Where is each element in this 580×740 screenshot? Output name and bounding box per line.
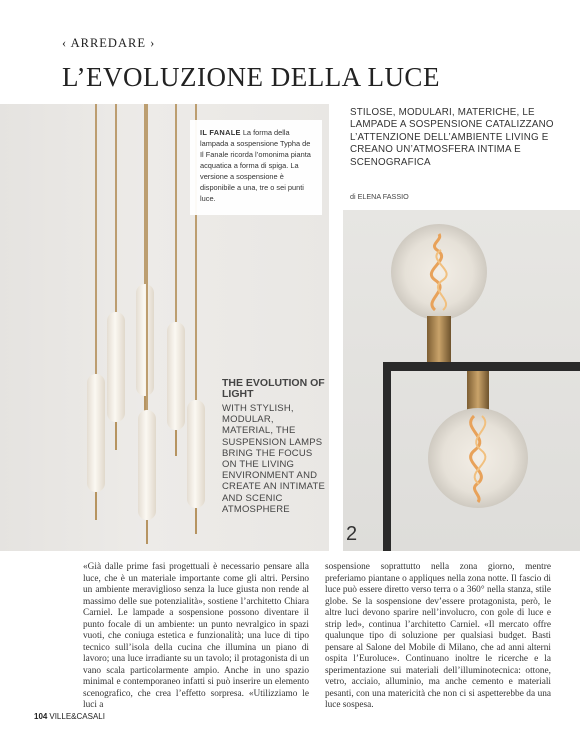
section-tag: ‹ ARREDARE › — [62, 36, 156, 50]
lower-bulb — [428, 371, 528, 508]
pendant-1 — [87, 104, 105, 520]
caption-brand-label: IL FANALE — [200, 128, 241, 137]
globe-bulb-illustration — [343, 210, 580, 551]
pendant-5 — [167, 104, 185, 456]
figure-number: 2 — [346, 523, 358, 545]
photo-caption-il-fanale — [200, 127, 316, 204]
body-column-2: sospensione soprattutto nella zona giorno, mentre preferiamo piantane o appliques nella zona notte. Il fascio di luce può essere diretto verso terra o a 360° nella stanza, stile globe. Se la sospensione dev’essere protagonista, però, le altre luci devono sparire nell’involucro, con gole di luce e strip led», continua l’architetto Carniel. «Il mercato offre qualunque tipo di soluzione per qualsiasi budget. Basti pensare al Salone del Mobile di Milano, che ad anni alterni ospita l’Euroluce». Continuano inoltre le ricerche e la sperimentazione sui materiali dell’illuminotecnica: ottone, vetro, acciaio, alluminio, ma anche cemento e materiali pesanti, con una matericità che non ci si aspetterebbe da una luce sospesa. — [325, 562, 551, 710]
magazine-name: VILLE&CASALI — [49, 712, 105, 721]
pendant-3 — [136, 104, 154, 428]
page-title: L’EVOLUZIONE DELLA LUCE — [62, 62, 440, 92]
page-folio — [34, 712, 105, 721]
english-summary: WITH STYLISH, MODULAR, MATERIAL, THE SUSPENSION LAMPS BRING THE FOCUS ON THE LIVING ENVIRONMENT AND CREATE AN INTIMATE AND SCENIC ATMOSPHERE — [222, 403, 326, 515]
pendant-2 — [107, 104, 125, 450]
byline: di ELENA FASSIO — [350, 192, 409, 201]
english-title: THE EVOLUTION OF LIGHT — [222, 377, 325, 400]
intro-standfirst: STILOSE, MODULARI, MATERICHE, LE LAMPADE A SOSPENSIONE CATALIZZANO L’ATTENZIONE DELL’AMBIENTE LIVING E CREANO UN’ATMOSFERA INTIMA E SCENOGRAFICA — [350, 107, 554, 168]
globe-bulb-lamp-photo — [343, 210, 580, 551]
page-number: 104 — [34, 712, 48, 721]
upper-bulb — [391, 224, 487, 362]
body-column-1: «Già dalle prime fasi progettuali è necessario pensare alla luce, che è un materiale importante come gli altri. Persino un ambiente meraviglioso senza la luce giusta non rende al massimo delle sue potenzialità», sostiene l’architetto Chiara Carniel. Le lampade a sospensione possono diventare il punto focale di un ambiente: un punto nevralgico in spazi vuoti, che coniuga estetica e funzionalità; una luce di tipo tecnico sull’isola della cucina che illumina un piano di lavoro; una luce irradiante su un tavolo; il protagonista di un vano scala particolarmente ampio. Anche in uno spazio minimal e contemporaneo infatti si può inserire un elemento scenografico, che crea l’effetto sorpresa. «Utilizziamo le luci a — [83, 562, 309, 710]
caption-text: La forma della lampada a sospensione Typha de Il Fanale ricorda l’omonima pianta acquatica a forma di spiga. La versione a sospensione è disponibile a una, tre o sei punti luce. — [200, 128, 311, 203]
